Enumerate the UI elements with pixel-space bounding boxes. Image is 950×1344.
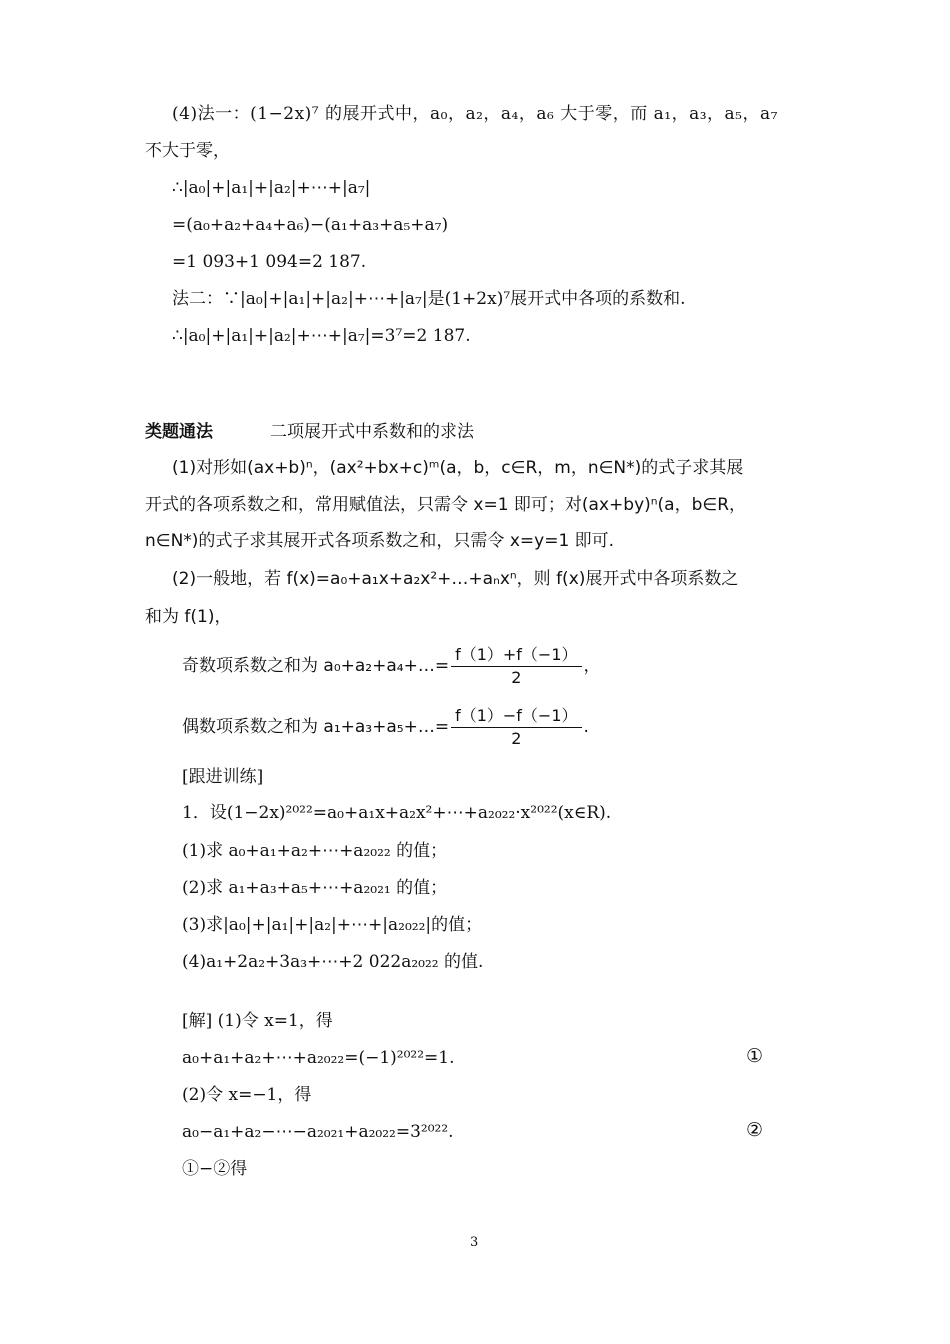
solution-line-2: 不大于零， [145, 141, 230, 161]
follow-up-training-heading: [跟进训练] [182, 767, 264, 787]
answer-line-3: (2)令 x=−1，得 [182, 1085, 312, 1105]
exercise-1-stem: 1．设(1−2x)²⁰²²=a₀+a₁x+a₂x²+⋯+a₂₀₂₂·x²⁰²²(x∈R). [182, 803, 612, 823]
odd-fraction [451, 645, 581, 688]
solution-line-6: 法二：∵|a₀|+|a₁|+|a₂|+⋯+|a₇|是(1+2x)⁷展开式中各项的系数和. [172, 289, 686, 309]
even-coefficient-formula [182, 704, 589, 750]
equation-marker-2: ② [746, 1119, 764, 1141]
exercise-1-part-2: (2)求 a₁+a₃+a₅+⋯+a₂₀₂₁ 的值； [182, 878, 448, 898]
odd-fraction-denominator: 2 [511, 667, 522, 687]
solution-line-3: ∴|a₀|+|a₁|+|a₂|+⋯+|a₇| [172, 178, 371, 198]
section-heading-title: 二项展开式中系数和的求法 [270, 422, 474, 442]
answer-line-4: a₀−a₁+a₂−⋯−a₂₀₂₁+a₂₀₂₂=3²⁰²². [182, 1122, 454, 1142]
method-paragraph-1-line-2: 开式的各项系数之和，常用赋值法，只需令 x=1 即可；对(ax+by)ⁿ(a，b∈R， [145, 495, 747, 515]
even-fraction-numerator: f（1）−f（−1） [451, 706, 581, 728]
method-paragraph-2-line-1: (2)一般地，若 f(x)=a₀+a₁x+a₂x²+…+aₙxⁿ，则 f(x)展开式中各项系数之 [172, 569, 739, 589]
solution-line-1: (4)法一：(1−2x)⁷ 的展开式中，a₀，a₂，a₄，a₆ 大于零，而 a₁，a₃，a₅，a₇ [172, 104, 778, 124]
answer-line-1: [解] (1)令 x=1，得 [182, 1011, 333, 1031]
exercise-1-part-3: (3)求|a₀|+|a₁|+|a₂|+⋯+|a₂₀₂₂|的值； [182, 915, 483, 935]
odd-fraction-numerator: f（1）+f（−1） [451, 645, 581, 667]
equation-marker-1: ① [746, 1045, 764, 1067]
method-paragraph-2-line-2: 和为 f(1)， [145, 607, 232, 627]
answer-line-5: ①−②得 [182, 1159, 248, 1179]
odd-formula-end: ， [583, 656, 601, 676]
even-formula-prefix: 偶数项系数之和为 a₁+a₃+a₅+…= [182, 717, 450, 737]
odd-coefficient-formula [182, 643, 601, 689]
page-number: 3 [470, 1235, 479, 1250]
exercise-1-part-1: (1)求 a₀+a₁+a₂+⋯+a₂₀₂₂ 的值； [182, 841, 448, 861]
solution-line-7: ∴|a₀|+|a₁|+|a₂|+⋯+|a₇|=3⁷=2 187. [172, 326, 471, 346]
method-paragraph-1-line-3: n∈N*)的式子求其展开式各项系数之和，只需令 x=y=1 即可. [145, 531, 615, 551]
exercise-1-part-4: (4)a₁+2a₂+3a₃+⋯+2 022a₂₀₂₂ 的值. [182, 952, 484, 972]
even-formula-end: . [583, 717, 589, 737]
method-paragraph-1-line-1: (1)对形如(ax+b)ⁿ，(ax²+bx+c)ᵐ(a，b，c∈R，m，n∈N*)的式子求其展 [172, 458, 744, 478]
solution-line-5: =1 093+1 094=2 187. [172, 252, 367, 272]
solution-line-4: =(a₀+a₂+a₄+a₆)−(a₁+a₃+a₅+a₇) [172, 215, 449, 235]
even-fraction [451, 706, 581, 749]
section-heading-label: 类题通法 [145, 422, 213, 442]
even-fraction-denominator: 2 [511, 728, 522, 748]
answer-line-2: a₀+a₁+a₂+⋯+a₂₀₂₂=(−1)²⁰²²=1. [182, 1048, 455, 1068]
odd-formula-prefix: 奇数项系数之和为 a₀+a₂+a₄+…= [182, 656, 450, 676]
